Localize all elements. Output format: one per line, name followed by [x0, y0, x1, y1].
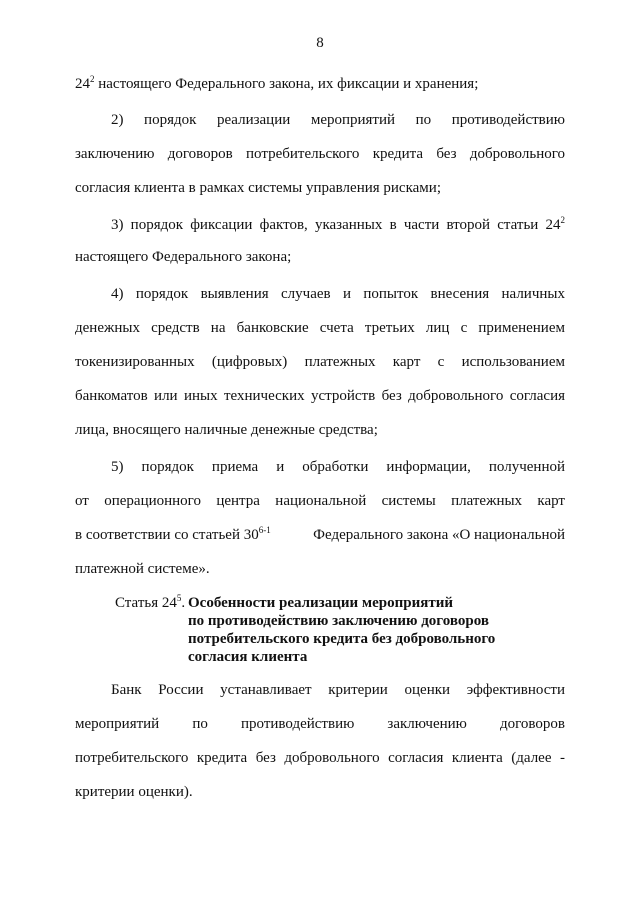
article-title-line: по противодействию заключению договоров [188, 613, 489, 629]
paragraph-line: $24^2$ настоящего Федерального закона, их фиксации и хранения; [75, 74, 479, 92]
page-number: 8 [316, 35, 324, 51]
paragraph-line: настоящего Федерального закона; [75, 249, 292, 265]
paragraph-line: от операционного центра национальной системы платежных карт [75, 493, 565, 509]
paragraph-line: банкоматов или иных технических устройств без добровольного согласия [75, 388, 565, 404]
paragraph-line: 5) порядок приема и обработки информации, полученной [111, 459, 565, 475]
paragraph-line: лица, вносящего наличные денежные средства; [75, 422, 378, 438]
article-number: Статья $24^5$. [115, 593, 186, 611]
paragraph-line: токенизированных (цифровых) платежных карт с использованием [75, 354, 565, 370]
paragraph-line: потребительского кредита без добровольного согласия клиента (далее - [75, 750, 565, 766]
paragraph-line: мероприятий по противодействию заключению договоров [75, 716, 565, 732]
article-title-line: согласия клиента [188, 649, 308, 665]
paragraph-line: платежной системе». [75, 561, 210, 577]
paragraph-line: 4) порядок выявления случаев и попыток внесения наличных [111, 286, 565, 302]
paragraph-line: критерии оценки). [75, 784, 193, 800]
paragraph-line: 2) порядок реализации мероприятий по противодействию [111, 112, 565, 128]
paragraph-line: в соответствии со статьей 30$^{6-1}$ Федерального закона «О национальной [75, 525, 565, 543]
paragraph-line: денежных средств на банковские счета третьих лиц с применением [75, 320, 565, 336]
paragraph-line: заключению договоров потребительского кредита без добровольного [75, 146, 565, 162]
article-title [188, 594, 528, 666]
paragraph-line: 3) порядок фиксации фактов, указанных в части второй статьи $24^2$ [111, 215, 565, 233]
paragraph-line: Банк России устанавливает критерии оценки эффективности [111, 682, 565, 698]
article-title-line: Особенности реализации мероприятий [188, 595, 453, 611]
article-title-line: потребительского кредита без добровольного [188, 631, 496, 647]
paragraph-line: согласия клиента в рамках системы управления рисками; [75, 180, 441, 196]
